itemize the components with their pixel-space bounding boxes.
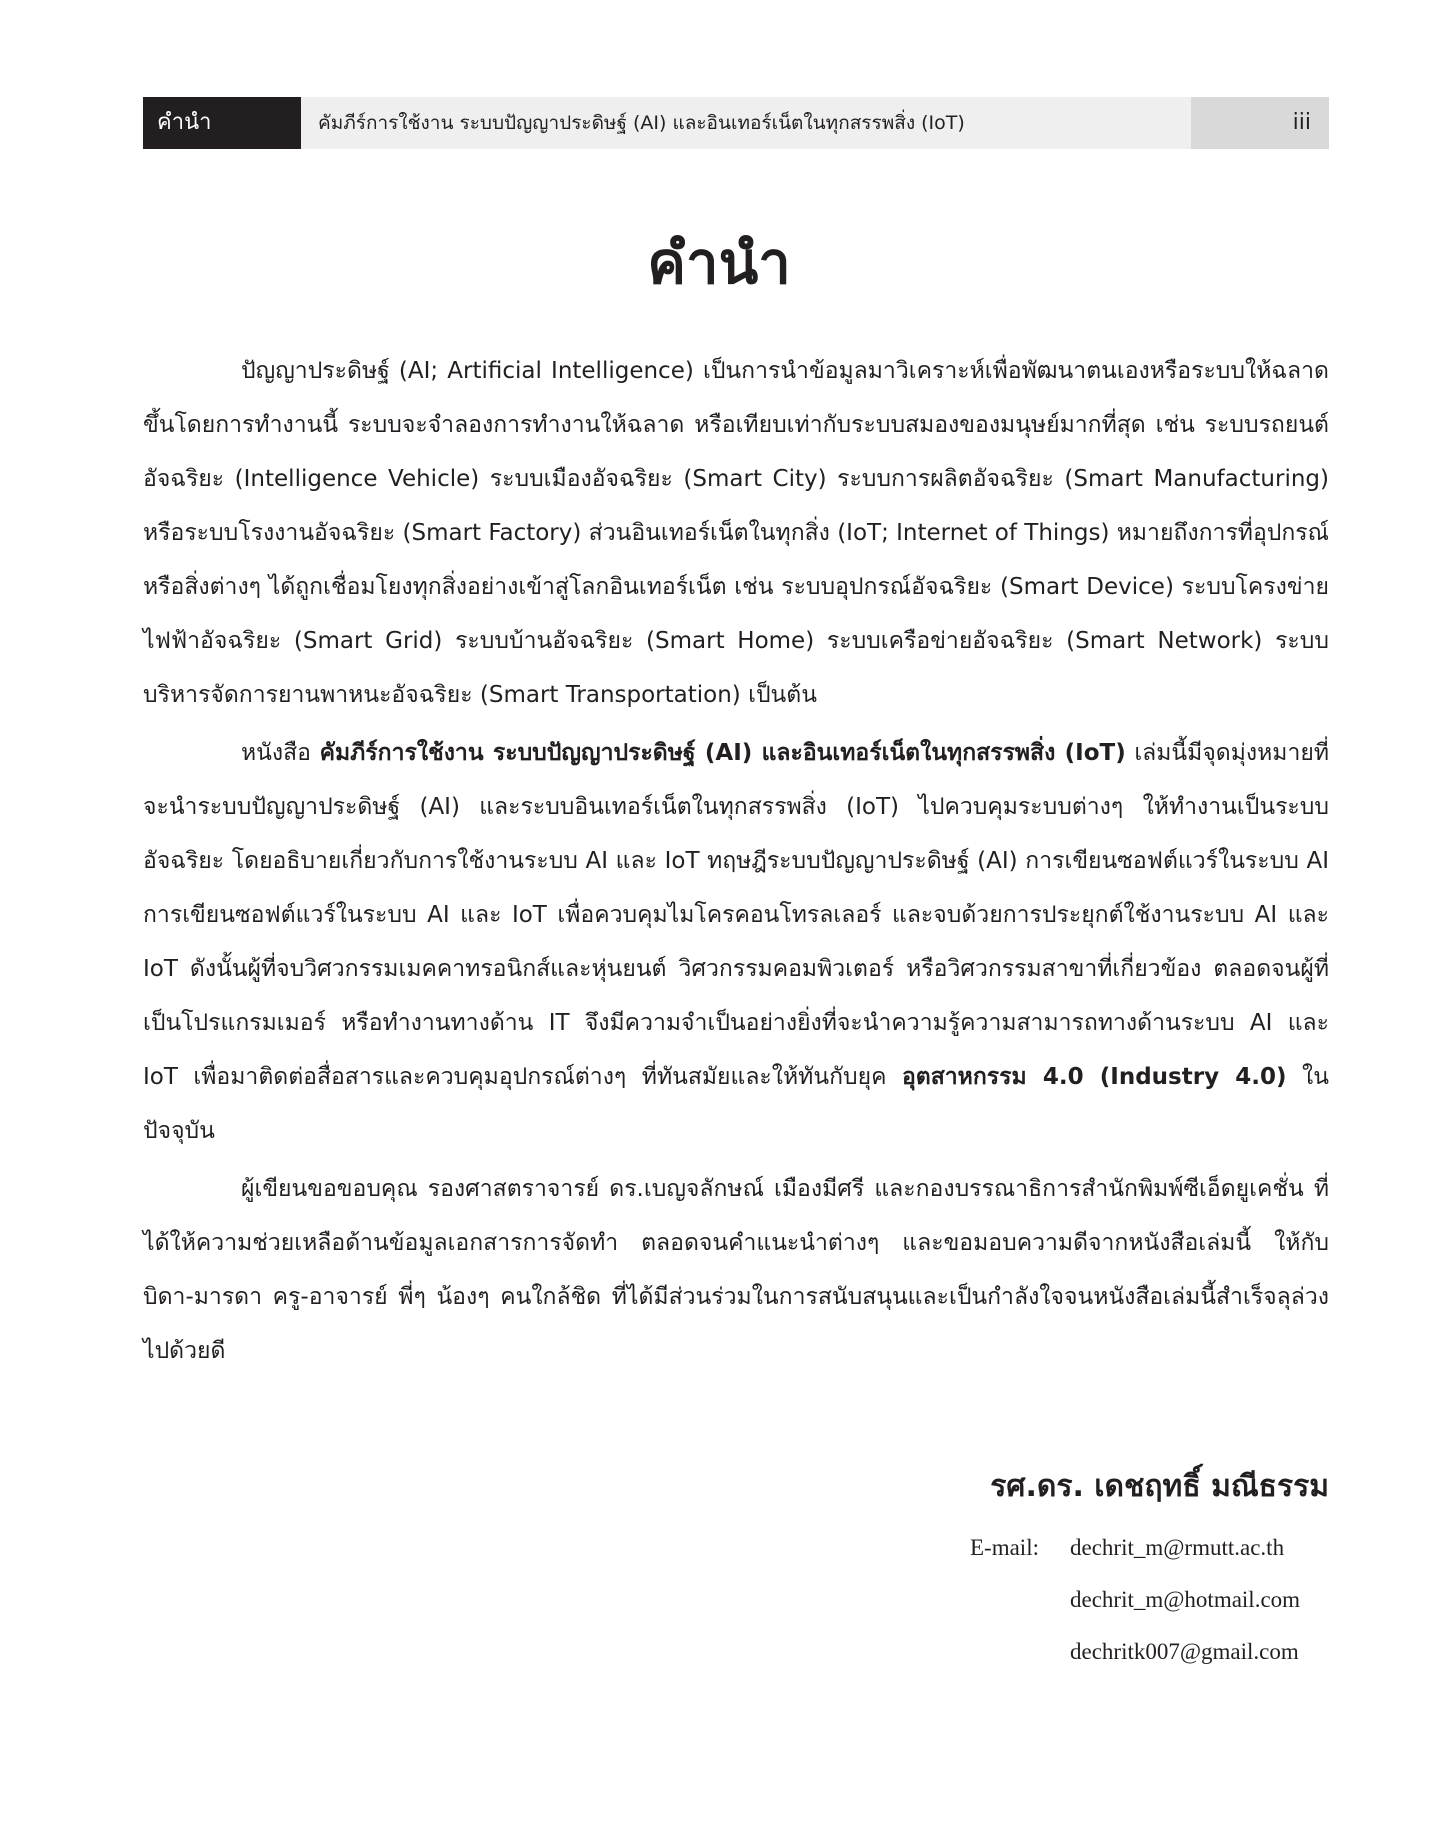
running-header [143,97,1329,149]
email-address[interactable]: dechrit_m@hotmail.com [1070,1587,1301,1612]
paragraph-book-purpose-end: ในปัจจุบัน [143,1064,1330,1144]
email-row [970,1626,1300,1678]
header-book-title: คัมภีร์การใช้งาน ระบบปัญญาประดิษฐ์ (AI) และอินเทอร์เน็ตในทุกสรรพสิ่ง (IoT) [318,112,965,134]
paragraph-book-purpose-middle: เล่มนี้มีจุดมุ่งหมายที่จะนำระบบปัญญาประดิษฐ์ (AI) และระบบอินเทอร์เน็ตในทุกสรรพสิ่ง (IoT) ไปควบคุมระบบต่างๆ ให้ทำงานเป็นระบบอัจฉริยะ โดยอธิบายเกี่ยวกับการใช้งานระบบ AI และ IoT ทฤษฎีระบบปัญญาประดิษฐ์ (AI) การเขียนซอฟต์แวร์ในระบบ AI การเขียนซอฟต์แวร์ในระบบ AI และ IoT เพื่อควบคุมไมโครคอนโทรลเลอร์ และจบด้วยการประยุกต์ใช้งานระบบ AI และ IoT ดังนั้นผู้ที่จบวิศวกรรมเมคคาทรอนิกส์และหุ่นยนต์ วิศวกรรมคอมพิวเตอร์ หรือวิศวกรรมสาขาที่เกี่ยวข้อง ตลอดจนผู้ที่เป็นโปรแกรมเมอร์ หรือทำงานทางด้าน IT จึงมีความจำเป็นอย่างยิ่งที่จะนำความรู้ความสามารถทางด้านระบบ AI และ IoT เพื่อมาติดต่อสื่อสารและควบคุมอุปกรณ์ต่างๆ ที่ทันสมัยและให้ทันกับยุค [143,740,1329,1090]
page-number: iii [1292,110,1311,135]
email-label-spacer [970,1626,1070,1678]
industry-4-bold: อุตสาหกรรม 4.0 (Industry 4.0) [901,1064,1287,1090]
paragraph-book-purpose [143,726,1329,1158]
header-section-label: คำนำ [143,97,301,149]
author-contact [970,1522,1300,1678]
email-address[interactable]: dechrit_m@rmutt.ac.th [1070,1535,1285,1560]
email-row [970,1522,1300,1574]
email-row [970,1574,1300,1626]
paragraph-intro: ปัญญาประดิษฐ์ (AI; Artificial Intelligence) เป็นการนำข้อมูลมาวิเคราะห์เพื่อพัฒนาตนเองหรือระบบให้ฉลาดขึ้นโดยการทำงานนี้ ระบบจะจำลองการทำงานให้ฉลาด หรือเทียบเท่ากับระบบสมองของมนุษย์มากที่สุด เช่น ระบบรถยนต์อัจฉริยะ (Intelligence Vehicle) ระบบเมืองอัจฉริยะ (Smart City) ระบบการผลิตอัจฉริยะ (Smart Manufacturing) หรือระบบโรงงานอัจฉริยะ (Smart Factory) ส่วนอินเทอร์เน็ตในทุกสิ่ง (IoT; Internet of Things) หมายถึงการที่อุปกรณ์หรือสิ่งต่างๆ ได้ถูกเชื่อมโยงทุกสิ่งอย่างเข้าสู่โลกอินเทอร์เน็ต เช่น ระบบอุปกรณ์อัจฉริยะ (Smart Device) ระบบโครงข่ายไฟฟ้าอัจฉริยะ (Smart Grid) ระบบบ้านอัจฉริยะ (Smart Home) ระบบเครือข่ายอัจฉริยะ (Smart Network) ระบบบริหารจัดการยานพาหนะอัจฉริยะ (Smart Transportation) เป็นต้น [143,358,1329,708]
paragraph-book-purpose-start: หนังสือ [241,740,320,766]
book-title-bold: คัมภีร์การใช้งาน ระบบปัญญาประดิษฐ์ (AI) และอินเทอร์เน็ตในทุกสรรพสิ่ง (IoT) [319,740,1126,766]
email-address[interactable]: dechritk007@gmail.com [1070,1639,1299,1664]
email-label-spacer [970,1574,1070,1626]
email-label: E-mail: [970,1535,1039,1560]
header-page-block [1191,97,1329,149]
page-title: คำนำ [647,229,791,297]
author-name: รศ.ดร. เดชฤทธิ์ มณีธรรม [990,1469,1329,1504]
body-text [143,344,1329,1382]
paragraph-acknowledgements: ผู้เขียนขอขอบคุณ รองศาสตราจารย์ ดร.เบญจลักษณ์ เมืองมีศรี และกองบรรณาธิการสำนักพิมพ์ซีเอ็ดยูเคชั่น ที่ได้ให้ความช่วยเหลือด้านข้อมูลเอกสารการจัดทำ ตลอดจนคำแนะนำต่างๆ และขอมอบความดีจากหนังสือเล่มนี้ ให้กับ บิดา-มารดา ครู-อาจารย์ พี่ๆ น้องๆ คนใกล้ชิด ที่ได้มีส่วนร่วมในการสนับสนุนและเป็นกำลังใจจนหนังสือเล่มนี้สำเร็จลุล่วงไปด้วยดี [143,1176,1329,1364]
